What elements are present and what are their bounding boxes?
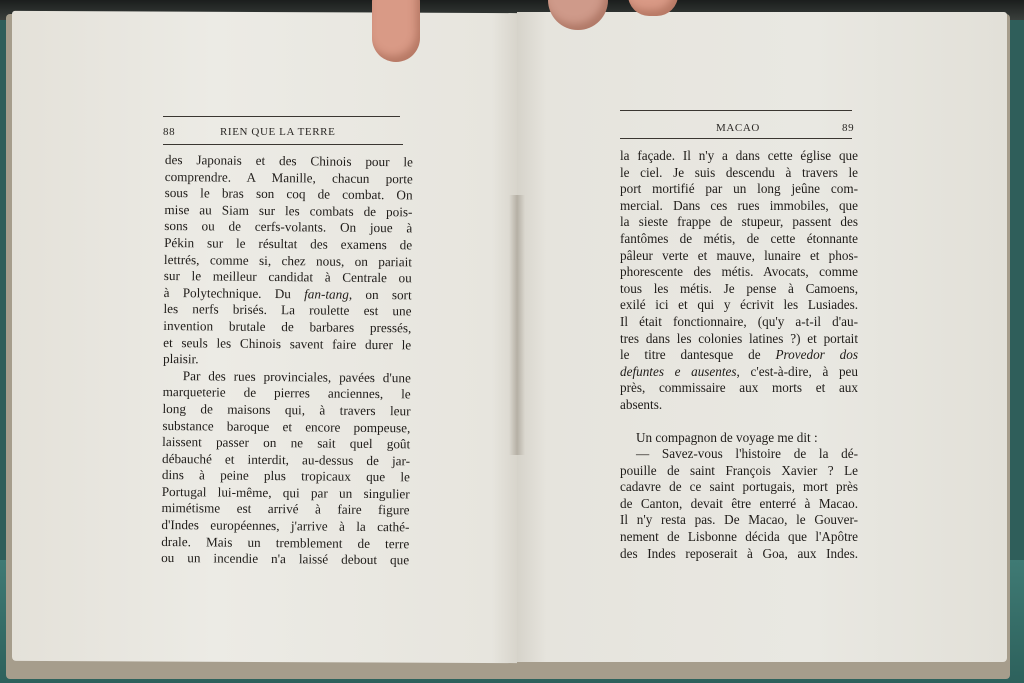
text-line: invention brutale de barbares pressés, [163, 317, 412, 336]
text-line: la façade. Il n'y a dans cette église que [620, 148, 858, 163]
text-line: defuntes e ausentes, c'est-à-dire, à peu [620, 363, 858, 379]
left-page-body [161, 152, 413, 569]
header-rule-bottom [163, 144, 403, 145]
text-line: mimétisme est arrivé à faire figure [161, 500, 410, 518]
text-line: ou un incendie n'a laissé debout que [161, 550, 410, 568]
text-line: Il était fonctionnaire, (qu'y a-t-il d'au- [620, 313, 858, 329]
text-line: la sieste frappe de stupeur, passent des [620, 214, 858, 230]
header-rule-top [620, 110, 852, 111]
text-line: phorescente des métis. Avocats, comme [620, 264, 858, 280]
text-line: plaisir. [162, 351, 199, 367]
text-line: comprendre. A Manille, chacun porte [164, 168, 413, 186]
text-line: les nerfs brisés. La roulette est une [163, 301, 412, 319]
text-line: débauché et interdit, au-dessus de jar- [161, 450, 411, 469]
text-line: port mortifié par un long jeûne com- [620, 181, 858, 197]
text-line: long de maisons qui, à travers leur [162, 400, 411, 419]
text-line: et seuls les Chinois savent faire durer le [163, 334, 412, 352]
text-line: le ciel. Je suis descendu à travers le [620, 164, 858, 180]
text-line: des Indes reposerait à Goa, aux Indes. [620, 545, 858, 561]
running-title-left: RIEN QUE LA TERRE [220, 126, 336, 138]
text-line: cadavre de ce saint portugais, mort près [620, 479, 858, 495]
text-line: lettrés, comme si, chez nous, on pariait [163, 251, 413, 269]
text-line: de Canton, devait être enterré à Macao. [620, 495, 858, 511]
text-line: sous le bras son coq de combat. On [164, 185, 413, 203]
text-line: fantômes de métis, de cette étonnante [620, 230, 858, 246]
text-line: laissent passer on ne sait quel goût [162, 434, 411, 452]
text-line: Pékin sur le résultat des examens de [164, 234, 413, 253]
text-line: drale. Mais un tremblement de terre [161, 533, 410, 552]
text-line: sur le meilleur candidat à Centrale ou [163, 268, 412, 286]
book-gutter [509, 195, 525, 455]
text-line: tous les métis. Je pense à Camoens, [620, 280, 858, 296]
text-line: mercial. Dans ces rues immobiles, que [620, 197, 858, 213]
text-line: nement de Lisbonne décida que l'Apôtre [620, 529, 858, 545]
text-line: Portugal lui-même, qui par un singulier [161, 483, 410, 502]
text-line: dins à peine plus tropicaux que le [161, 467, 410, 485]
text-line: absents. [620, 396, 663, 412]
text-line: Un compagnon de voyage me dit : [636, 429, 818, 445]
text-line: substance baroque et encore pompeuse, [162, 417, 411, 435]
page-number-right: 89 [842, 122, 855, 134]
text-line: pâleur verte et mauve, lunaire et phos- [620, 247, 858, 263]
holding-finger [372, 0, 420, 62]
text-line: sons ou de cerfs-volants. On joue à [164, 218, 413, 236]
text-line: mise au Siam sur les combats de pois- [164, 201, 413, 220]
text-line: — Savez-vous l'histoire de la dé- [636, 446, 858, 462]
text-line: pouille de saint François Xavier ? Le [620, 462, 858, 478]
header-rule-top [163, 116, 400, 117]
text-line: près, commissaire aux morts et aux [620, 380, 858, 396]
text-line: tres dans les colonies latines ?) et portait [620, 330, 858, 346]
text-line: le titre dantesque de Provedor dos [620, 347, 859, 363]
right-page-body [620, 148, 858, 562]
text-line: Par des rues provinciales, pavées d'une [182, 367, 411, 386]
running-title-right: MACAO [716, 122, 760, 134]
page-number-left: 88 [163, 126, 176, 138]
text-line: à Polytechnique. Du fan-tang, on sort [163, 284, 412, 303]
text-line: Il n'y resta pas. De Macao, le Gouver- [620, 512, 858, 528]
text-line: d'Indes européennes, j'arrive à la cathé- [161, 517, 410, 535]
text-line: des Japonais et des Chinois pour le [164, 152, 413, 170]
text-line: exilé ici et qui y écrivit les Lusiades. [620, 297, 858, 313]
text-line: marqueterie de pierres anciennes, le [162, 384, 411, 402]
header-rule-bottom [620, 138, 852, 139]
